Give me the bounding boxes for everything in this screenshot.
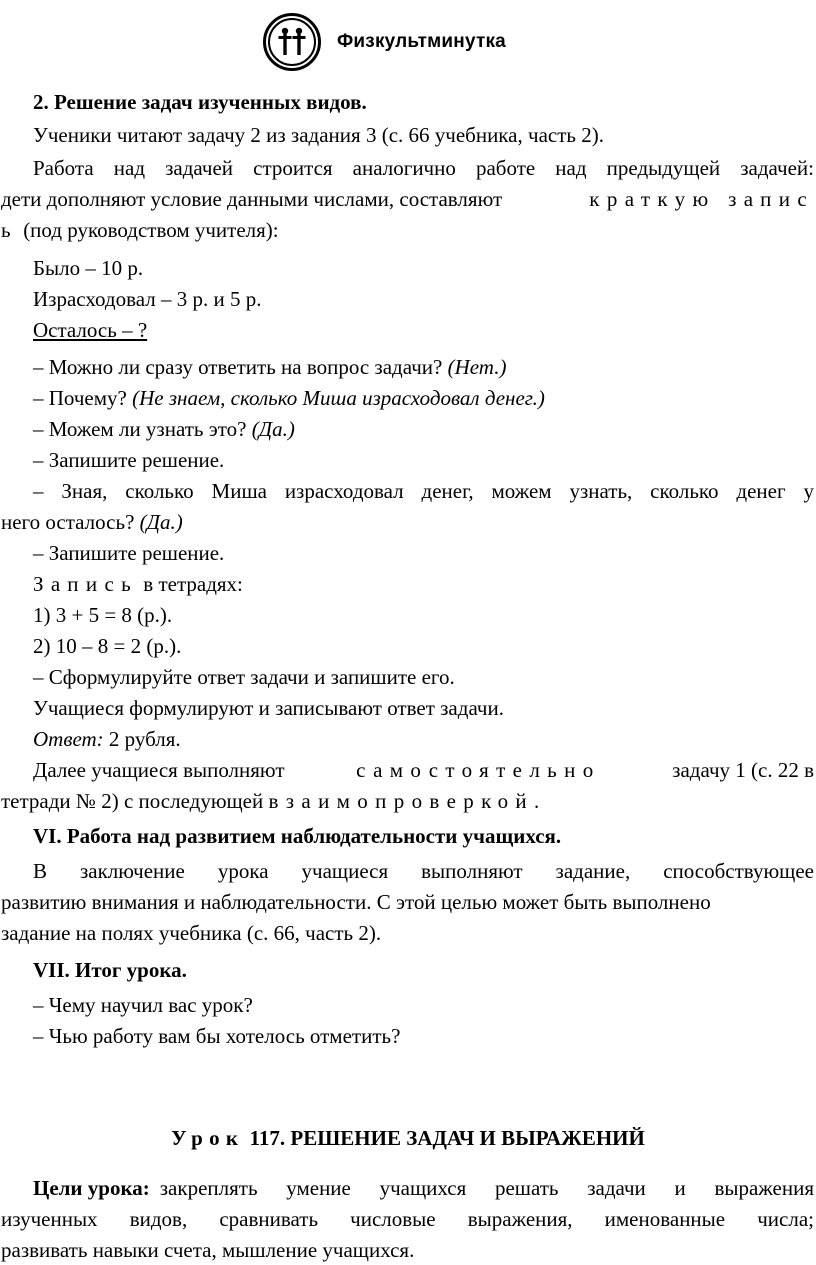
paragraph-work-line-3 [1,215,279,245]
spaced-text-mutual-check: взаимопроверкой [268,789,535,813]
dialog-line-3 [33,414,295,444]
summary-question-2: – Чью работу вам бы хотелось отметить? [33,1024,401,1048]
record-label-line [33,569,243,599]
dialog-line-2 [33,383,545,413]
section-6-title: VI. Работа над развитием наблюдательности учащихся. [33,824,562,848]
paragraph-work-line-1: Работа над задачей строится аналогично работе над предыдущей задачей: [33,156,814,180]
section-2-title: 2. Решение задач изученных видов. [33,90,367,114]
spaced-text-short-note: краткую запис [589,187,814,211]
answer-value: 2 рубля. [108,727,181,751]
paragraph-work-text-end: (под руководством учителя): [23,218,279,242]
answer-line [33,724,181,754]
students-formulate: Учащиеся формулируют и записывают ответ задачи. [33,696,504,720]
short-note-line-2: Израсходовал – 3 р. и 5 р. [33,287,262,311]
short-note-line-1: Было – 10 р. [33,256,144,280]
section-6-line-2: развитию внимания и наблюдательности. С этой целью может быть выполнено [1,890,711,914]
further-text-end: . [534,789,540,813]
spaced-text-independently: самостоятельно [356,758,601,782]
question-text: – Можно ли сразу ответить на вопрос задачи? [33,355,443,379]
paragraph-work-text: дети дополняют условие данными числами, составляют [1,187,503,211]
answer-label: Ответ: [33,727,104,751]
physical-exercise-header [263,10,506,74]
spaced-text-letter: ь [1,218,18,242]
goals-line-1 [33,1173,814,1203]
section-6-line-1: В заключение урока учащиеся выполняют задание, способствующее [33,859,814,883]
further-line-2 [1,786,539,816]
goals-line-3: развивать навыки счета, мышление учащихся. [1,1238,415,1262]
answer-text: (Да.) [251,417,295,441]
lesson-title-rest: 117. РЕШЕНИЕ ЗАДАЧ И ВЫРАЖЕНИЙ [249,1126,645,1150]
question-text: него осталось? [1,510,135,534]
further-text: Далее учащиеся выполняют [33,758,285,782]
summary-question-1: – Чему научил вас урок? [33,993,253,1017]
goals-line-2: изученных видов, сравнивать числовые выражения, именованные числа; [1,1207,814,1231]
record-label-rest: в тетрадях: [143,572,243,596]
question-text: – Можем ли узнать это? [33,417,247,441]
dialog-line-7: – Запишите решение. [33,541,225,565]
section-6-line-3: задание на полях учебника (с. 66, часть 2). [1,921,382,945]
dialog-line-4: – Запишите решение. [33,448,225,472]
lesson-title [0,1123,816,1153]
answer-text: (Да.) [139,510,183,534]
paragraph-work-line-2 [1,184,814,214]
spaced-text-record: Запись [33,572,139,596]
further-text-end: задачу 1 (с. 22 в [672,758,814,782]
formulate-prompt: – Сформулируйте ответ задачи и запишите его. [33,665,455,689]
section-7-title: VII. Итог урока. [33,958,187,982]
header-title: Физкультминутка [337,31,506,52]
answer-text: (Не знаем, сколько Миша израсходовал денег.) [132,386,545,410]
answer-text: (Нет.) [447,355,507,379]
dialog-line-5: – Зная, сколько Миша израсходовал денег, можем узнать, сколько денег у [33,479,814,503]
further-line-1 [33,755,814,785]
question-text: – Почему? [33,386,127,410]
goals-text: закреплять умение учащихся решать задачи и выражения [159,1176,814,1200]
goals-label: Цели урока: [33,1176,150,1200]
lesson-word: Урок [171,1126,245,1150]
paragraph-task-reading: Ученики читают задачу 2 из задания 3 (с. 66 учебника, часть 2). [33,123,604,147]
equation-2: 2) 10 – 8 = 2 (р.). [33,634,182,658]
dialog-line-1 [33,352,506,382]
equation-1: 1) 3 + 5 = 8 (р.). [33,603,173,627]
short-note-line-3: Осталось – ? [33,318,148,342]
further-text: тетради № 2) с последующей [1,789,264,813]
dialog-line-6 [1,507,183,537]
two-figures-emblem-icon [263,13,321,71]
